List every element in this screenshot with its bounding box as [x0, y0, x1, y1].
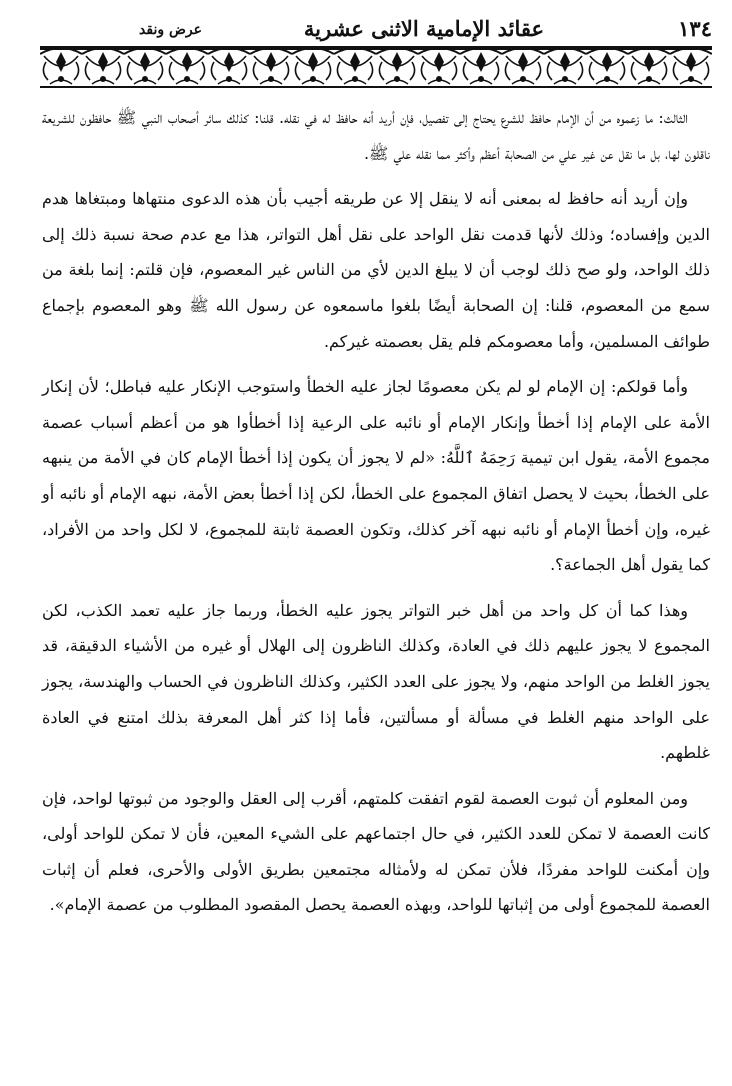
paragraph: وأما قولكم: إن الإمام لو لم يكن معصومًا لجاز عليه الخطأ واستوجب الإنكار عليه فباطل؛ لأن إنكار الأمة على الإمام إذا أخطأ وإنكار الإمام أو نائبه على الرعية إذا أخطأوا هو من أعظم أسباب عصمة مجموع الأمة، يقول ابن تيمية رَحِمَهُ ٱللَّهُ: «لم لا يجوز أن يكون إذا أخطأ الإمام كان في الأمة من ينبهه على الخطأ، بحيث لا يحصل اتفاق المجموع على الخطأ، لكن إذا أخطأ بعض الأمة، نبهه الإمام أو نائبه أو غيره، وإن أخطأ الإمام أو نائبه نبهه آخر كذلك، وتكون العصمة ثابتة للمجموع، لا لكل واحد من الأفراد، كما يقول أهل الجماعة؟.: [42, 377, 710, 575]
page-header: [40, 14, 712, 50]
book-subtitle: عرض ونقد: [139, 22, 202, 38]
paragraph: الثالث: ما زعموه من أن الإمام حافظ للشرع يحتاج إلى تفصيل، فإن أريد أنه حافظ له في نقله. قلنا: كذلك سائر أصحاب النبي ﷺ حافظون للشريعة ناقلون لها، بل ما نقل عن غير علي من الصحابة أعظم وأكثر مما نقله علي ﷺ.: [42, 108, 710, 163]
main-text: [42, 100, 710, 933]
paragraph: وإن أريد أنه حافظ له بمعنى أنه لا ينقل إلا عن طريقه أجيب بأن هذه الدعوى منتهاها ومبتغاها هدم الدين وإفساده؛ وذلك لأنها قدمت نقل الواحد على نقل أهل التواتر، هذا مع عدم صحة نسبة ذلك إلى ذلك الواحد، ولو صح ذلك لوجب أن لا يبلغ الدين لأي من الناس غير المعصوم، فإن قلتم: إنما بلغة من سمع من المعصوم، قلنا: إن الصحابة أيضًا بلغوا ماسمعوه عن رسول الله ﷺ وهو المعصوم بإجماع طوائف المسلمين، وأما معصومكم فلم يقل بعصمته غيركم.: [42, 189, 710, 351]
decorative-header-border: [40, 46, 712, 90]
paragraph: ومن المعلوم أن ثبوت العصمة لقوم اتفقت كلمتهم، أقرب إلى العقل والوجود من ثبوتها لواحد، فإن كانت العصمة لا تمكن للعدد الكثير، في حال اجتماعهم على الشيء المعين، فأن لا تمكن للواحد أولى، وإن أمكنت للواحد مفردًا، فلأن تمكن له ولأمثاله مجتمعين بطريق الأولى والأحرى، فعلم أن إثبات العصمة للمجموع أولى من إثباتها للواحد، وبهذه العصمة يحصل المقصود المطلوب من عصمة الإمام».: [42, 788, 710, 915]
paragraph: وهذا كما أن كل واحد من أهل خبر التواتر يجوز عليه الخطأ، وربما جاز عليه تعمد الكذب، لكن المجموع لا يجوز عليهم ذلك في العادة، وكذلك الناظرون إلى الهلال أو غيره من الأشياء الدقيقة، قد يجوز الغلط من الواحد منهم، ولا يجوز على العدد الكثير، وكذلك الناظرون في الحساب والهندسة، يجوز على الواحد منهم الغلط في مسألة أو مسألتين، فأما إذا كثر أهل المعرفة بذلك امتنع في العادة غلطهم.: [42, 600, 710, 763]
book-title: عقائد الإمامية الاثنى عشرية: [303, 16, 544, 41]
page-number: ١٣٤: [678, 16, 712, 41]
